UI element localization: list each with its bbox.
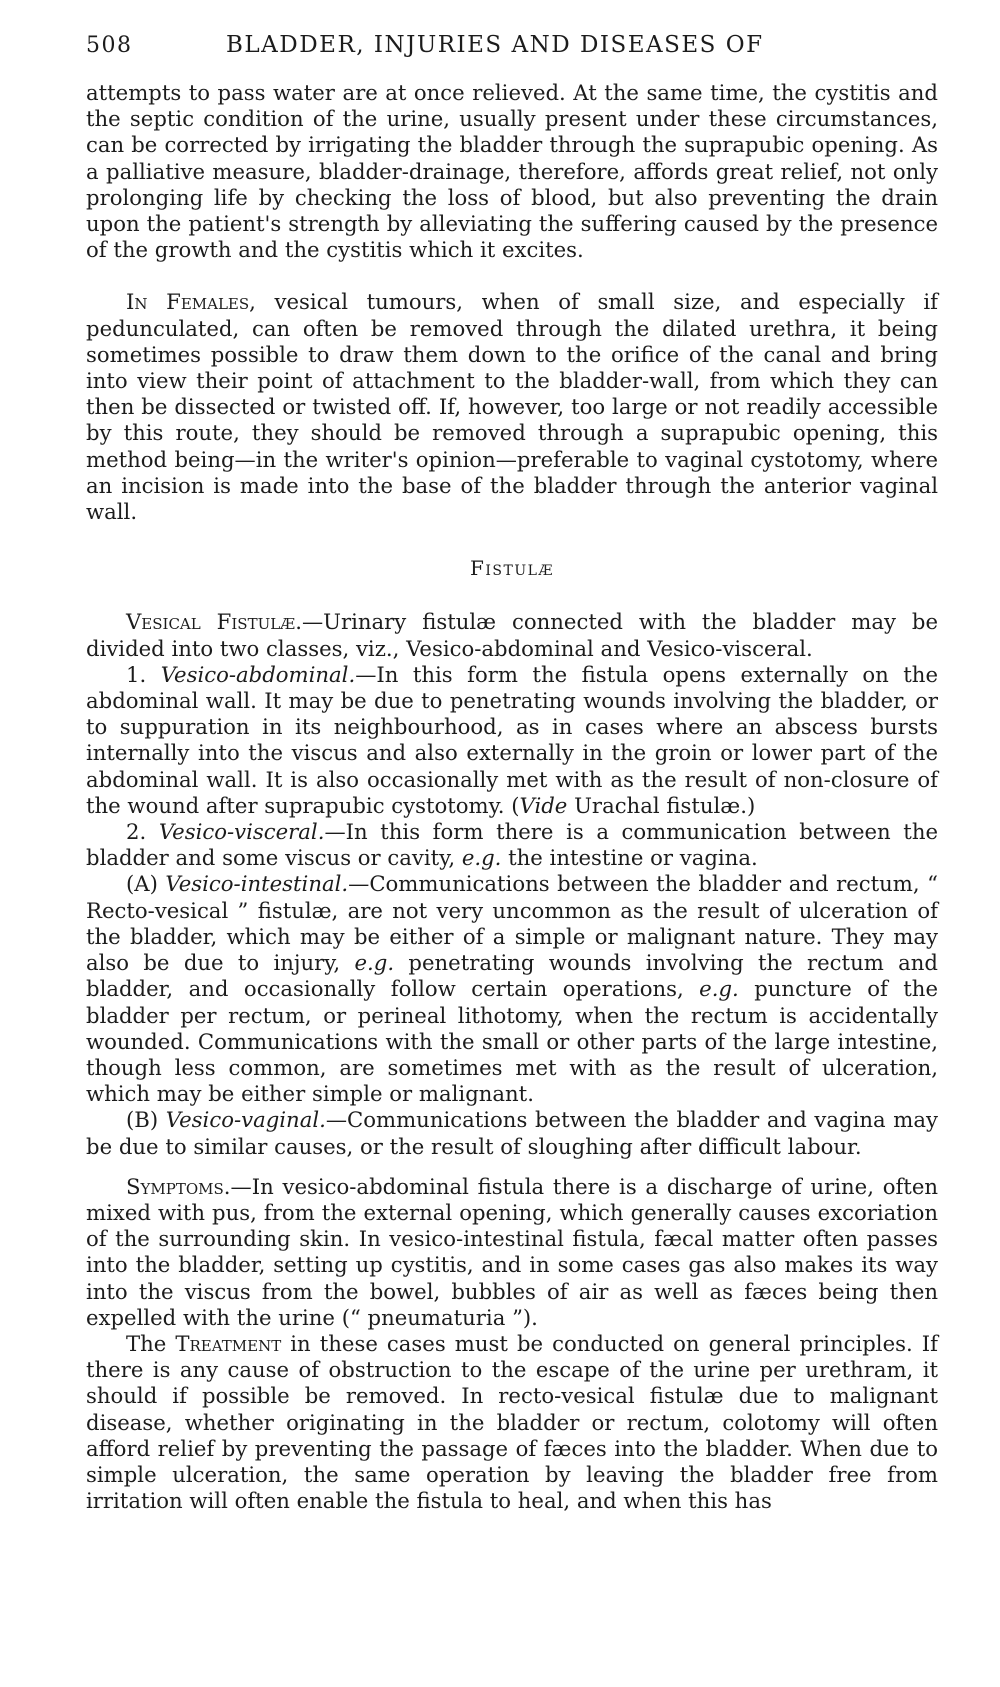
paragraph-vesico-intestinal: (A) Vesico-intestinal.—Communications between the bladder and rectum, “ Recto-vesical ” fistulæ, are not very uncommon as the result of ulceration of the bladder, which may be either of a simple or malignant nature. They may also be due to injury, e.g. penetrating wounds involving the rectum and bladder, and occasionally follow certain operations, e.g. puncture of the bladder per rectum, or perineal lithotomy, when the rectum is accidentally wounded. Communications with the small or other parts of the large intestine, though less common, are sometimes met with as the result of ulceration, which may be either simple or malignant.	[86, 871, 938, 1107]
paragraph-symptoms: Symptoms.—In vesico-abdominal fistula there is a discharge of urine, often mixed with pus, from the external opening, which generally causes excoriation of the surrounding skin. In vesico-intestinal fistula, fæcal matter often passes into the bladder, setting up cystitis, and in some cases gas also makes its way into the viscus from the bowel, bubbles of air as well as fæces being then expelled with the urine (“ pneumaturia ”).	[86, 1173, 938, 1330]
paragraph-vesico-abdominal: 1. Vesico-abdominal.—In this form the fistula opens externally on the abdominal wall. It may be due to penetrating wounds involving the bladder, or to suppuration in its neighbourhood, as in cases where an abscess bursts internally into the viscus and also externally in the groin or lower part of the abdominal wall. It is also occasionally met with as the result of non-closure of the wound after suprapubic cystotomy. (Vide Urachal fistulæ.)	[86, 661, 938, 818]
paragraph-lead: Vesico-visceral.	[158, 819, 325, 845]
paragraph-lead: Vesical Fistulæ.	[126, 609, 302, 635]
paragraph-lead: In Females,	[126, 289, 256, 315]
paragraph-lead: Treatment	[175, 1330, 282, 1356]
paragraph-vesical-fistulae: Vesical Fistulæ.—Urinary fistulæ connected with the bladder may be divided into two classes, viz., Vesico-abdominal and Vesico-visceral.	[86, 609, 939, 661]
running-head: BLADDER, INJURIES AND DISEASES OF	[226, 32, 764, 58]
paragraph-vesico-vaginal: (B) Vesico-vaginal.—Communications between the bladder and vagina may be due to similar causes, or the result of sloughing after difficult labour.	[86, 1107, 938, 1159]
page-header	[86, 32, 938, 58]
body-text	[86, 80, 938, 1514]
section-title: Fistulæ	[470, 556, 554, 581]
page-number: 508	[86, 33, 133, 58]
paragraph-lead: Vesico-intestinal.	[165, 871, 349, 897]
paragraph-lead: Symptoms.	[126, 1173, 231, 1199]
paragraph-lead: Vesico-vaginal.	[165, 1107, 326, 1133]
paragraph-tumour-drainage: attempts to pass water are at once relieved. At the same time, the cystitis and the septic condition of the urine, usually present under these circumstances, can be corrected by irrigating the bladder through the suprapubic opening. As a palliative measure, bladder-drainage, therefore, affords great relief, not only prolonging life by checking the loss of blood, but also preventing the drain upon the patient's strength by alleviating the suffering caused by the presence of the growth and the cystitis which it excites.	[86, 80, 938, 263]
paragraph-treatment: The Treatment in these cases must be conducted on general principles. If there is any cause of obstruction to the escape of the urine per urethram, it should if possible be removed. In recto-vesical fistulæ due to malignant disease, whether originating in the bladder or rectum, colotomy will often afford relief by preventing the passage of fæces into the bladder. When due to simple ulceration, the same operation by leaving the bladder free from irritation will often enable the fistula to heal, and when this has	[86, 1330, 938, 1514]
paragraph-females: In Females, vesical tumours, when of small size, and especially if pedunculated, can often be removed through the dilated urethra, it being sometimes possible to draw them down to the orifice of the canal and bring into view their point of attachment to the bladder-wall, from which they can then be dissected or twisted off. If, however, too large or not readily accessible by this route, they should be removed through a suprapubic opening, this method being—in the writer's opinion—preferable to vaginal cystotomy, where an incision is made into the base of the bladder through the anterior vaginal wall.	[86, 289, 938, 525]
paragraph-lead: Vesico-abdominal.	[160, 661, 356, 687]
paragraph-vesico-visceral: 2. Vesico-visceral.—In this form there is a communication between the bladder and some viscus or cavity, e.g. the intestine or vagina.	[86, 819, 939, 871]
